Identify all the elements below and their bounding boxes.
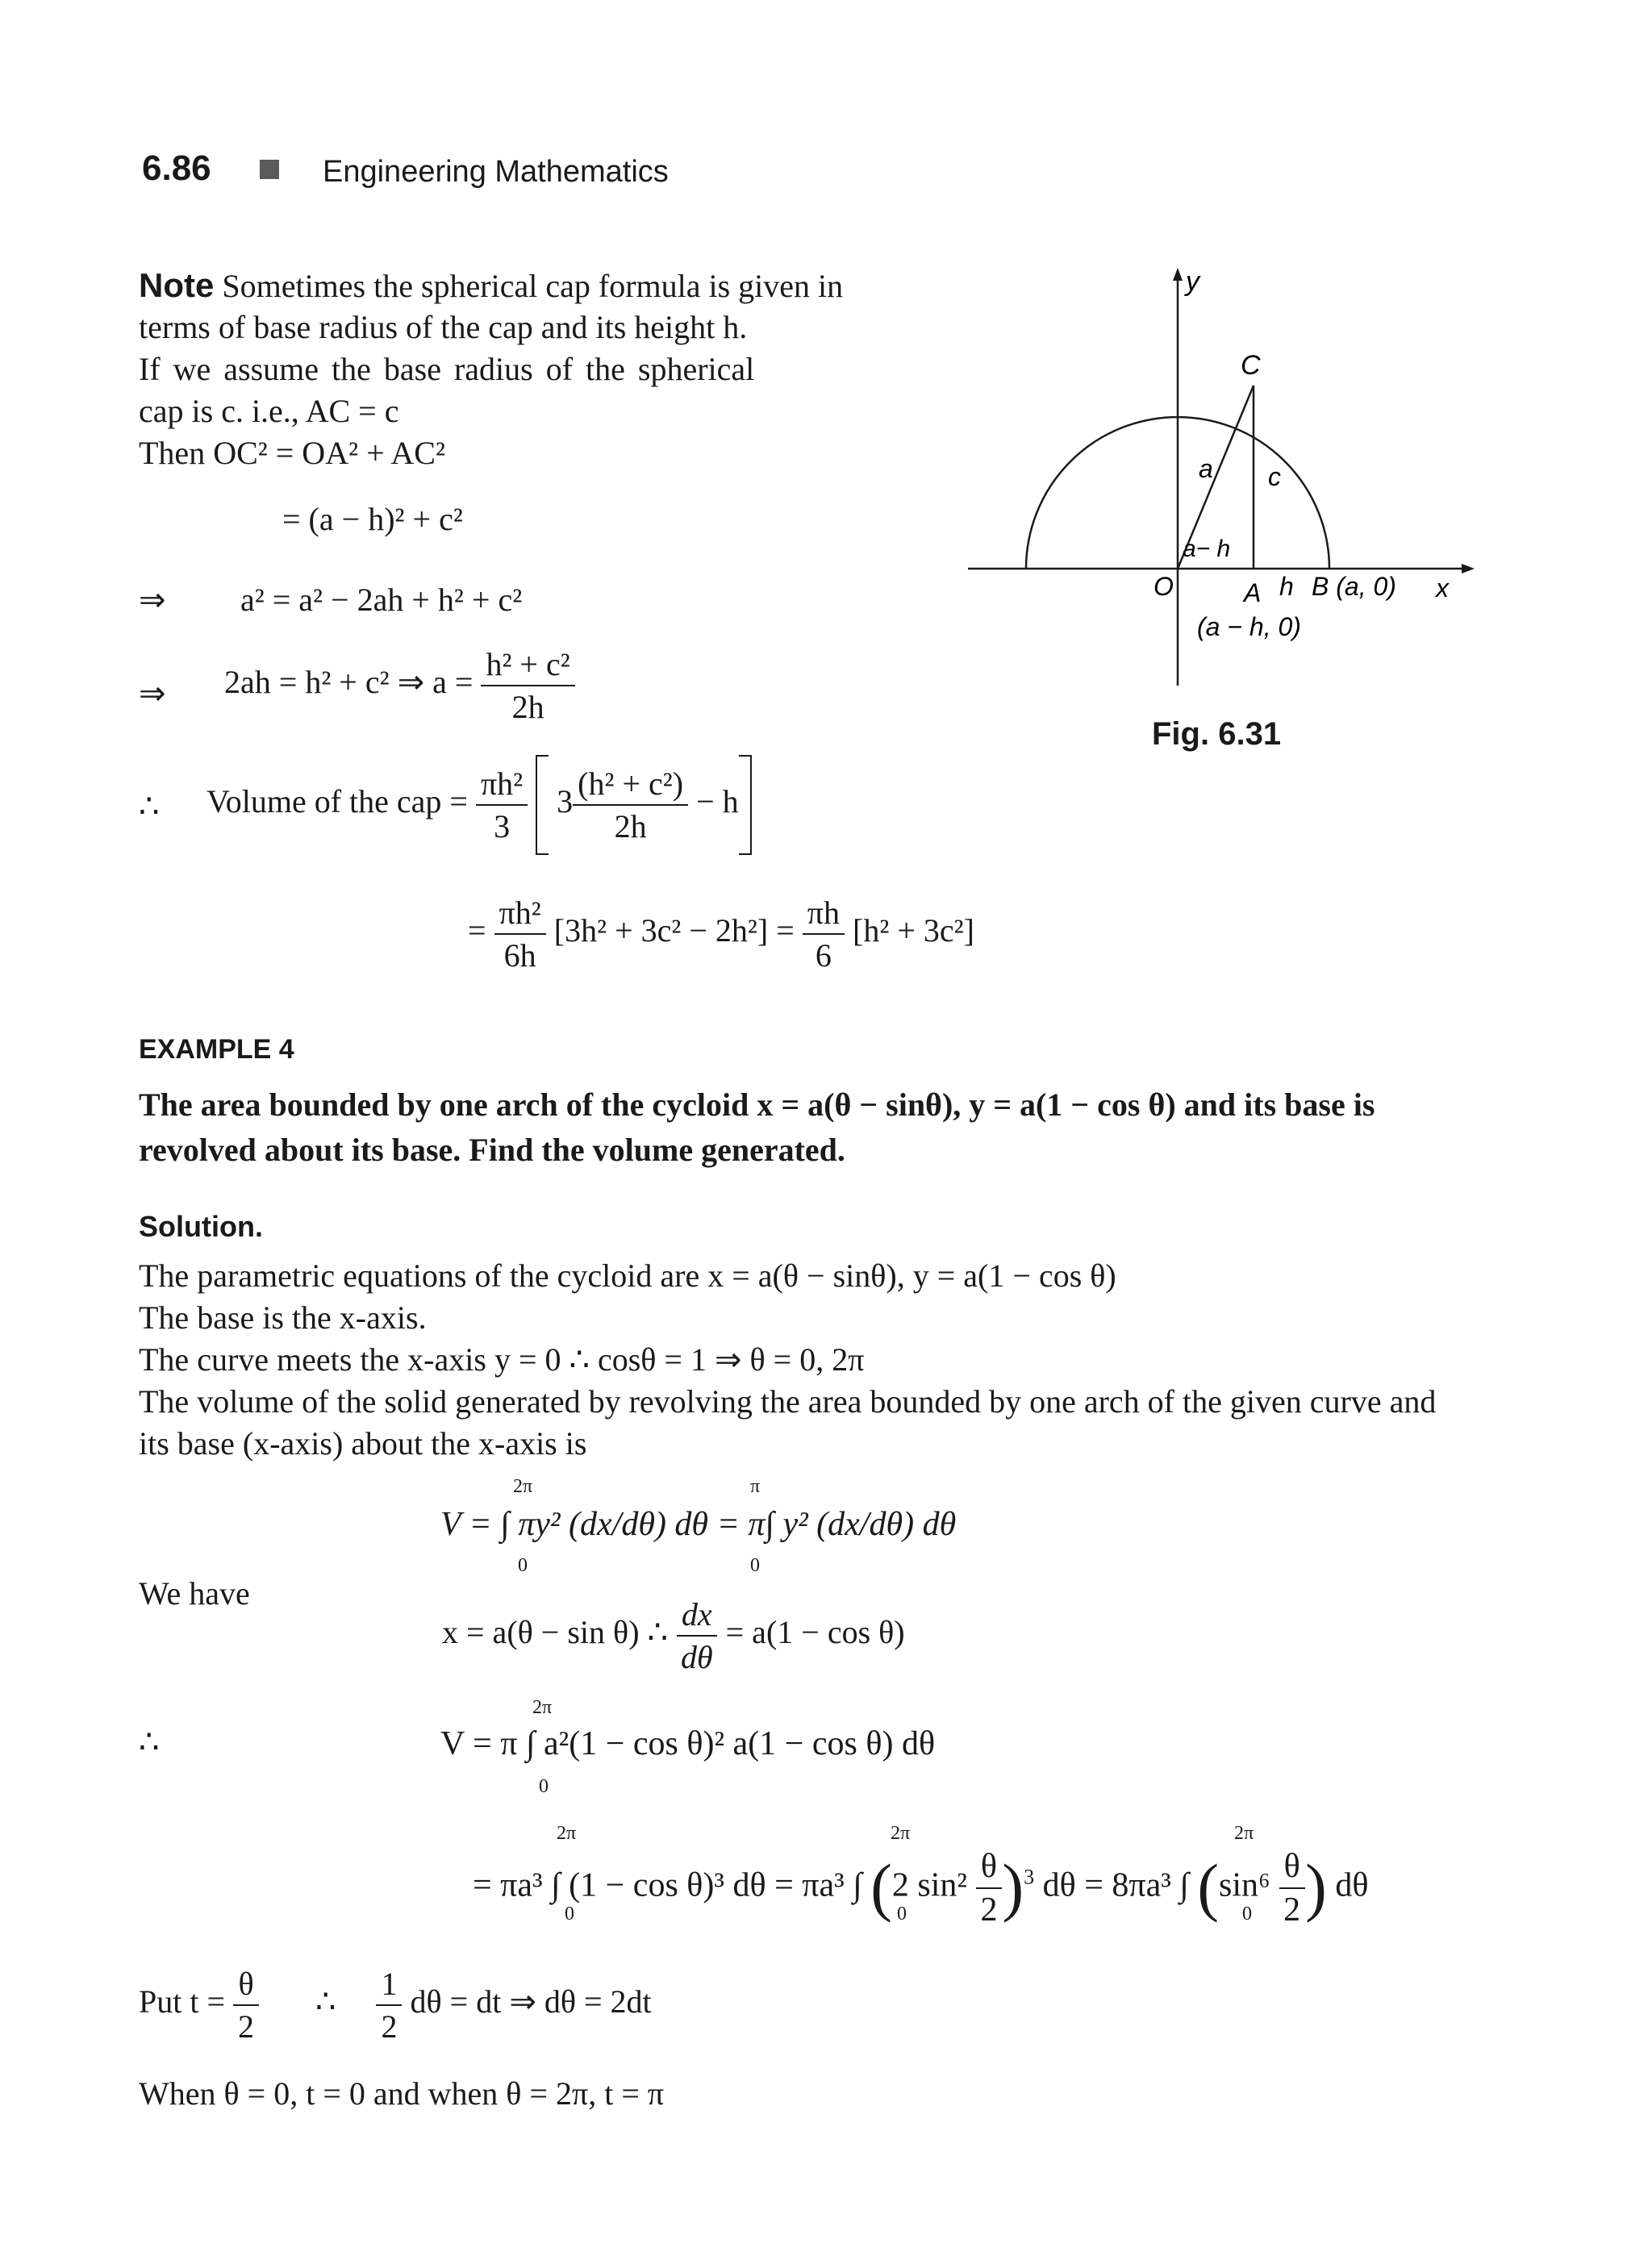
note-eq2-symbol: ⇒ bbox=[139, 582, 166, 618]
note-line4: cap is c. i.e., AC = c bbox=[139, 393, 399, 429]
v3-half-den-2: 2 bbox=[1283, 1891, 1301, 1929]
label-B: B (a, 0) bbox=[1312, 572, 1396, 601]
v2-limit-bottom: 0 bbox=[539, 1776, 549, 1797]
v3-limit-top-1: 2π bbox=[557, 1823, 577, 1844]
x-axis-arrow-icon bbox=[1462, 564, 1475, 573]
note-eq5: = $\frac{\text{πh²}}{6h}$ [3h² + 3c² − 2h²] = $\frac{\pi h}{6}$ [h² + 3c²] bbox=[468, 894, 974, 974]
label-O: O bbox=[1153, 572, 1174, 601]
note-eq4-num: πh² bbox=[476, 765, 528, 806]
put-therefore: ∴ bbox=[315, 1983, 336, 2020]
x-eq-rhs: = a(1 − cos θ) bbox=[725, 1614, 905, 1651]
dx-num: dx bbox=[677, 1595, 717, 1637]
v3-half-num-1: θ bbox=[976, 1847, 1002, 1889]
y-axis-arrow-icon bbox=[1173, 268, 1183, 281]
label-a-minus-h: a− h bbox=[1183, 536, 1231, 562]
note-eq4-inner-post: − h bbox=[696, 783, 739, 820]
v3-cube: 3 bbox=[1024, 1865, 1035, 1889]
note-eq4-inner-num: (h² + c²) bbox=[573, 765, 688, 806]
solution-line1: The parametric equations of the cycloid are x = a(θ − sinθ), y = a(1 − cos θ) bbox=[139, 1257, 1116, 1294]
note-label: Note bbox=[139, 266, 215, 304]
put-line bbox=[139, 1965, 652, 2045]
v1-limit-top-2: π bbox=[750, 1476, 761, 1497]
v1-limit-bottom-2: 0 bbox=[750, 1555, 760, 1576]
note-eq3-den: 2h bbox=[511, 689, 544, 725]
label-y: y bbox=[1186, 266, 1199, 297]
v3-limit-bottom-1: 0 bbox=[565, 1904, 574, 1924]
solution-line5: its base (x-axis) about the x-axis is bbox=[139, 1425, 587, 1462]
figure-caption: Fig. 6.31 bbox=[1152, 716, 1282, 752]
when-line: When θ = 0, t = 0 and when θ = 2π, t = π bbox=[139, 2075, 665, 2112]
label-a: a bbox=[1199, 454, 1213, 483]
v3-half-den-1: 2 bbox=[980, 1891, 998, 1929]
note-eq3-lhs: 2ah = h² + c² ⇒ a = bbox=[224, 664, 473, 701]
header-square-icon bbox=[260, 160, 279, 179]
note-eq5-den1: 6h bbox=[503, 937, 536, 974]
note-eq5-num1: πh² bbox=[494, 894, 546, 935]
put-frac-num: 1 bbox=[376, 1965, 402, 2006]
note-line5: Then OC² = OA² + AC² bbox=[139, 435, 445, 471]
therefore-symbol: ∴ bbox=[139, 1724, 160, 1760]
v3-limit-bottom-3: 0 bbox=[1242, 1904, 1252, 1924]
v3-limit-top-3: 2π bbox=[1234, 1823, 1254, 1844]
note-eq4-symbol: ∴ bbox=[139, 788, 160, 824]
v3-limit-top-2: 2π bbox=[891, 1823, 911, 1844]
page-number: 6.86 bbox=[142, 148, 211, 188]
note-eq3 bbox=[224, 645, 575, 726]
put-num: θ bbox=[233, 1965, 258, 2006]
v3-part-d: sin⁶ bbox=[1219, 1866, 1270, 1904]
put-rest: dθ = dt ⇒ dθ = 2dt bbox=[410, 1983, 652, 2020]
book-title: Engineering Mathematics bbox=[323, 155, 669, 189]
v1-limit-top: 2π bbox=[513, 1476, 533, 1497]
note-eq5-num2: πh bbox=[803, 894, 845, 935]
note-eq3-symbol: ⇒ bbox=[139, 675, 166, 711]
label-h: h bbox=[1279, 572, 1294, 601]
dx-den: dθ bbox=[680, 1639, 713, 1675]
solution-line4: The volume of the solid generated by revolving the area bounded by one arch of the given curve and bbox=[139, 1383, 1437, 1420]
label-C: C bbox=[1241, 350, 1261, 381]
x-equation bbox=[442, 1595, 905, 1676]
example-statement-2: revolved about its base. Find the volume generated. bbox=[139, 1132, 845, 1168]
note-eq5-mid: [3h² + 3c² − 2h²] = bbox=[553, 912, 795, 949]
v2-limit-top: 2π bbox=[532, 1697, 553, 1718]
v3-part-b: 2 sin² bbox=[891, 1866, 967, 1904]
note-eq2: a² = a² − 2ah + h² + c² bbox=[240, 582, 523, 618]
figure-6-31 bbox=[952, 258, 1500, 742]
v3-part-e: dθ bbox=[1335, 1866, 1369, 1904]
note-eq5-den2: 6 bbox=[815, 937, 832, 974]
we-have: We have bbox=[139, 1575, 250, 1612]
example-title: EXAMPLE 4 bbox=[139, 1034, 294, 1065]
put-label: Put t = bbox=[139, 1983, 226, 2020]
v3-equation: = πa³ ∫ (1 − cos θ)³ dθ = πa³ ∫ (2 sin² $\frac{\theta}{2}$ )$^3$ dθ = 8πa³ ∫ (sin⁶ $\frac{\theta}{2}$ ) dθ bbox=[473, 1848, 1369, 1929]
note-line3: If we assume the base radius of the spherical bbox=[139, 351, 755, 387]
example-statement-1: The area bounded by one arch of the cycloid x = a(θ − sinθ), y = a(1 − cos θ) and its base is bbox=[139, 1086, 1375, 1123]
v3-part-a: = πa³ ∫ (1 − cos θ)³ dθ = πa³ ∫ bbox=[473, 1866, 862, 1904]
v3-part-c: dθ = 8πa³ ∫ bbox=[1042, 1866, 1189, 1904]
v3-half-num-2: θ bbox=[1279, 1847, 1305, 1889]
note-eq1: = (a − h)² + c² bbox=[282, 501, 463, 537]
note-line2: terms of base radius of the cap and its height h. bbox=[139, 309, 748, 345]
label-A-coord: (a − h, 0) bbox=[1197, 612, 1301, 641]
note-text-1: Sometimes the spherical cap formula is given in bbox=[222, 268, 844, 304]
put-frac-den: 2 bbox=[381, 2008, 398, 2045]
note-line1 bbox=[139, 265, 843, 307]
note-eq4-den: 3 bbox=[494, 808, 511, 844]
put-den: 2 bbox=[238, 2008, 255, 2045]
v1-limit-bottom: 0 bbox=[518, 1555, 528, 1576]
solution-line3: The curve meets the x-axis y = 0 ∴ cosθ = 1 ⇒ θ = 0, 2π bbox=[139, 1341, 865, 1378]
solution-line2: The base is the x-axis. bbox=[139, 1299, 427, 1336]
solution-title: Solution. bbox=[139, 1210, 263, 1243]
v3-limit-bottom-2: 0 bbox=[897, 1904, 907, 1924]
x-eq-lhs: x = a(θ − sin θ) ∴ bbox=[442, 1614, 668, 1651]
label-A: A bbox=[1244, 578, 1262, 607]
label-c: c bbox=[1268, 462, 1281, 491]
note-eq4-inner-den: 2h bbox=[614, 808, 647, 844]
label-x: x bbox=[1436, 573, 1449, 603]
note-eq3-num: h² + c² bbox=[481, 645, 574, 686]
note-eq4-inner-pre: 3 bbox=[557, 783, 574, 820]
v2-equation: V = π ∫ a²(1 − cos θ)² a(1 − cos θ) dθ bbox=[440, 1725, 936, 1762]
v1-equation: V = ∫ πy² (dx/dθ) dθ = π∫ y² (dx/dθ) dθ bbox=[440, 1506, 957, 1543]
note-eq4 bbox=[206, 755, 752, 855]
note-eq5-end: [h² + 3c²] bbox=[853, 912, 974, 949]
note-eq4-label: Volume of the cap = bbox=[206, 783, 468, 820]
